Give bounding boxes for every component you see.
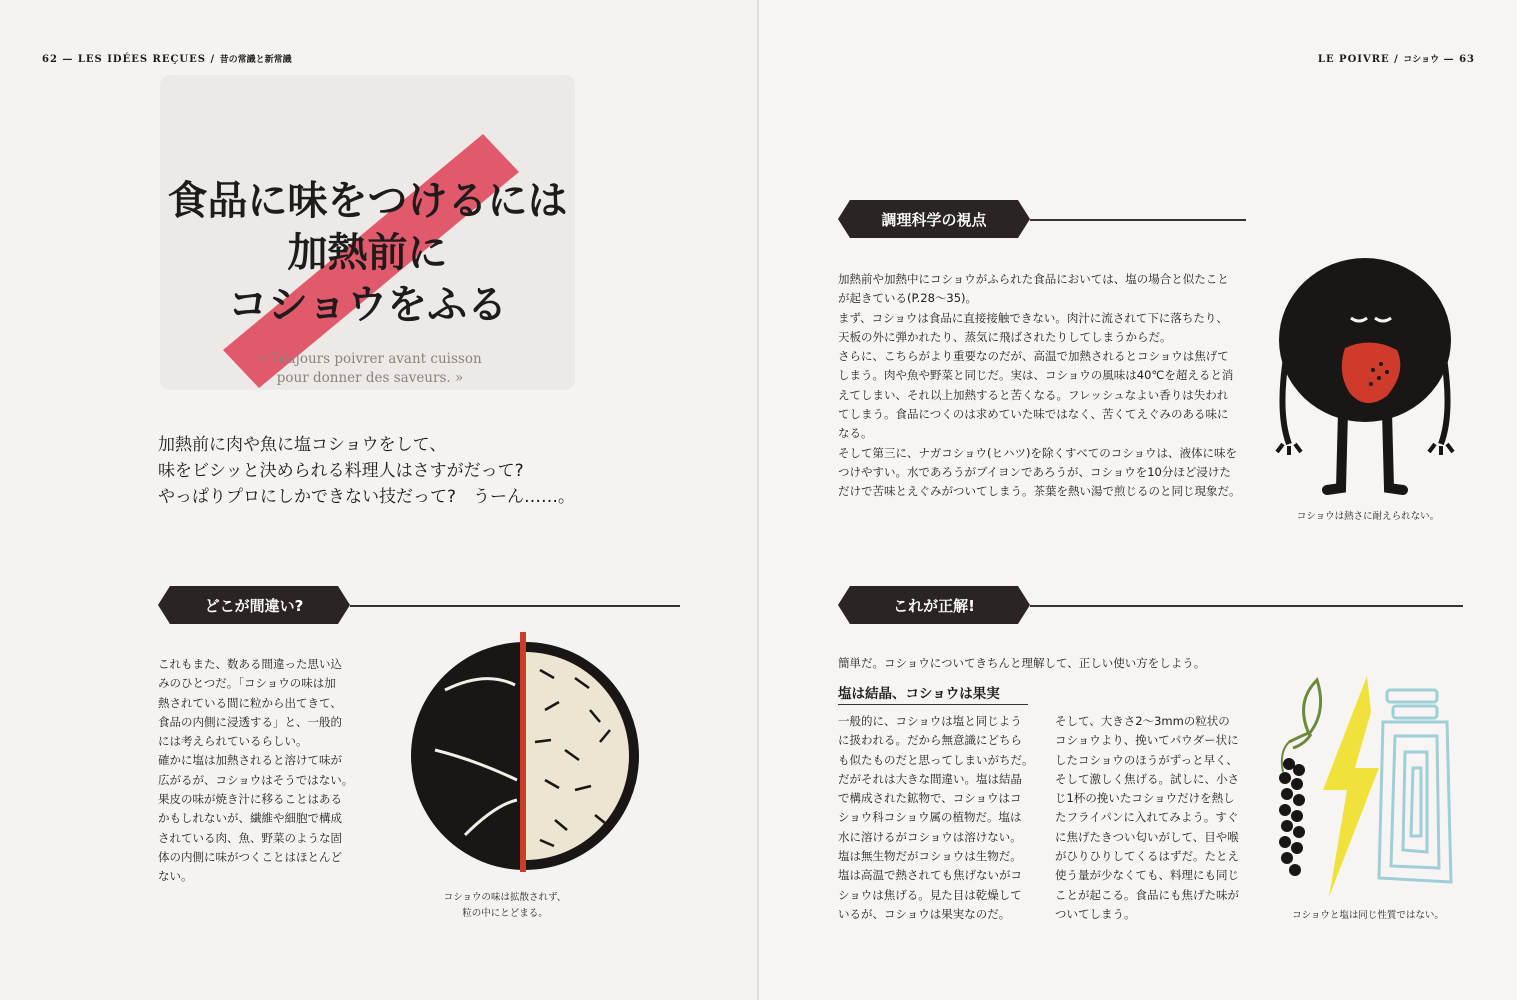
mistake-label xyxy=(158,586,350,624)
body-line: みのひとつだ。「コショウの味は加 xyxy=(158,676,336,691)
answer-lead: 簡単だ。コショウについてきちんと理解して、正しい使い方をしよう。 xyxy=(838,656,1206,670)
section-name-jp: コショウ xyxy=(1403,55,1440,65)
section-rule xyxy=(350,605,680,607)
caption-line: 粒の中にとどまる。 xyxy=(462,908,548,919)
body-line: 天板の外に弾かれたり、蒸気に飛ばされたりしてしまうからだ。 xyxy=(838,329,1172,344)
answer-column-2 xyxy=(1055,712,1260,924)
page-number-left: 62 xyxy=(42,54,58,65)
science-caption: コショウは熱さに耐えられない。 xyxy=(1296,511,1440,522)
body-line: たフライパンに入れてみよう。すぐ xyxy=(1055,810,1239,825)
body-line: しまう。肉や魚や野菜と同じだ。実は、コショウの風味は40℃を超えると消 xyxy=(838,368,1234,383)
body-line: これもまた、数ある間違った思い込 xyxy=(158,657,342,671)
subhead-rule xyxy=(838,704,1028,705)
body-line: がひりひりしてくるはずだ。たとえ xyxy=(1055,849,1239,864)
body-line: えてしまい、それ以上加熱すると苦くなる。フレッシュなよい香りは失われ xyxy=(838,387,1229,402)
page-number-right: 63 xyxy=(1459,54,1475,65)
body-line: かもしれないが、繊維や細胞で構成 xyxy=(158,811,342,826)
body-line: 広がるが、コショウはそうではない。 xyxy=(158,772,354,787)
peppercorn-character-illustration xyxy=(1275,252,1455,497)
answer-section-header xyxy=(838,586,1463,624)
body-line: 水に溶けるがコショウは溶けない。 xyxy=(838,829,1022,844)
intro-text xyxy=(158,432,628,510)
title-line: コショウをふる xyxy=(227,282,508,328)
body-line: 熱されている間に粒から出てきて、 xyxy=(158,695,342,710)
intro-line: 味をビシッと決められる料理人はさすがだって? xyxy=(158,461,524,481)
french-quote xyxy=(255,350,485,388)
body-line: には考えられているらしい。 xyxy=(158,734,308,749)
body-line: だけで苦味とえぐみがついてしまう。茶葉を熱い湯で煎じるのと同じ現象だ。 xyxy=(838,484,1241,499)
mistake-caption xyxy=(405,890,605,922)
body-line: ショウは焦げる。見た目は乾燥して xyxy=(838,887,1022,902)
answer-label xyxy=(838,586,1030,624)
body-line: 食品の内側に浸透する」と、一般的 xyxy=(158,714,342,729)
body-line: つけやすい。水であろうがブイヨンであろうが、コショウを10分ほど浸けた xyxy=(838,464,1231,479)
body-line: も似たものだと思ってしまいがちだ。 xyxy=(838,752,1034,767)
body-line: なる。 xyxy=(838,426,873,441)
body-line: そして激しく焦げる。試しに、小さ xyxy=(1055,771,1239,786)
section-rule xyxy=(1030,605,1463,607)
running-head-right xyxy=(1318,52,1475,65)
body-line: ことが起こる。食品にも焦げた味が xyxy=(1055,887,1239,902)
body-line: 確かに塩は加熱されると溶けて味が xyxy=(158,753,342,768)
science-label xyxy=(838,200,1030,238)
title-line: 食品に味をつけるには xyxy=(167,178,568,224)
title-line: 加熱前に xyxy=(287,230,448,276)
body-line: 体の内側に味がつくことはほとんど xyxy=(158,849,342,864)
left-page xyxy=(0,0,758,1000)
mistake-body xyxy=(158,655,363,887)
body-line: まず、コショウは食品に直接接触できない。肉汁に流されて下に落ちたり、 xyxy=(838,310,1228,325)
answer-caption: コショウと塩は同じ性質ではない。 xyxy=(1292,910,1444,921)
intro-line: 加熱前に肉や魚に塩コショウをして、 xyxy=(158,435,447,455)
body-line: 加熱前や加熱中にコショウがふられた食品においては、塩の場合と似たこと xyxy=(838,272,1229,286)
body-line: 果皮の味が焼き汁に移ることはある xyxy=(158,792,342,807)
section-name: LES IDÉES REÇUES xyxy=(77,54,206,65)
peppercorn-cross-section-illustration xyxy=(405,630,655,875)
quote-line: pour donner des saveurs. » xyxy=(276,370,464,386)
body-line: に扱われる。だから無意識にどちら xyxy=(838,733,1022,748)
mistake-section-header xyxy=(158,586,680,624)
dash: — xyxy=(62,54,74,65)
section-label-text: どこが間違い? xyxy=(204,596,304,615)
body-line: ついてしまう。 xyxy=(1055,906,1136,921)
section-name-jp: 昔の常識と新常識 xyxy=(219,55,292,65)
pepper-vs-salt-illustration xyxy=(1275,672,1465,902)
body-line: が起きている(P.28〜35)。 xyxy=(838,291,978,306)
dash: — xyxy=(1443,54,1455,65)
body-line: ない。 xyxy=(158,869,193,884)
section-rule xyxy=(1030,219,1246,221)
intro-line: やっぱりプロにしかできない技だって? うーん……。 xyxy=(158,487,576,507)
section-label-text: 調理科学の視点 xyxy=(881,210,987,229)
body-line: いるが、コショウは果実なのだ。 xyxy=(838,906,1011,921)
body-line: 使う量が少なくても、料理にも同じ xyxy=(1055,868,1239,883)
body-line: じ1杯の挽いたコショウだけを熱し xyxy=(1055,791,1235,806)
body-line: だがそれは大きな間違い。塩は結晶 xyxy=(838,771,1022,786)
section-label-text: これが正解! xyxy=(893,596,975,615)
answer-column-1 xyxy=(838,712,1043,924)
body-line: 一般的に、コショウは塩と同じよう xyxy=(838,714,1022,728)
slash: / xyxy=(1394,54,1399,65)
body-line: されている肉、魚、野菜のような固 xyxy=(158,830,342,845)
quote-line: « Toujours poivrer avant cuisson xyxy=(258,351,482,367)
body-line: で構成された鉱物で、コショウはコ xyxy=(838,791,1022,806)
body-line: 塩は無生物だがコショウは生物だ。 xyxy=(838,849,1022,864)
science-body xyxy=(838,270,1258,502)
running-head-left xyxy=(42,52,292,65)
body-line: そして第三に、ナガコショウ(ヒハツ)を除くすべてのコショウは、液体に味を xyxy=(838,445,1238,460)
body-line: コショウより、挽いてパウダー状に xyxy=(1055,733,1239,748)
page-title xyxy=(140,175,595,331)
section-name: LE POIVRE xyxy=(1317,54,1390,65)
body-line: ショウ科コショウ属の植物だ。塩は xyxy=(838,810,1022,825)
body-line: さらに、こちらがより重要なのだが、高温で加熱されるとコショウは焦げて xyxy=(838,349,1229,364)
answer-subhead: 塩は結晶、コショウは果実 xyxy=(838,686,1000,702)
science-section-header xyxy=(838,200,1246,238)
body-line: に焦げたきつい匂いがして、目や喉 xyxy=(1055,829,1239,844)
slash: / xyxy=(210,54,216,65)
body-line: 塩は高温で熱されても焦げないがコ xyxy=(838,868,1022,883)
body-line: てしまう。食品につくのは求めていた味ではなく、苦くてえぐみのある味に xyxy=(838,407,1229,422)
caption-line: コショウの味は拡散されず、 xyxy=(443,892,567,903)
body-line: したコショウのほうがずっと早く、 xyxy=(1055,752,1238,767)
body-line: そして、大きさ2〜3mmの粒状の xyxy=(1055,714,1230,728)
